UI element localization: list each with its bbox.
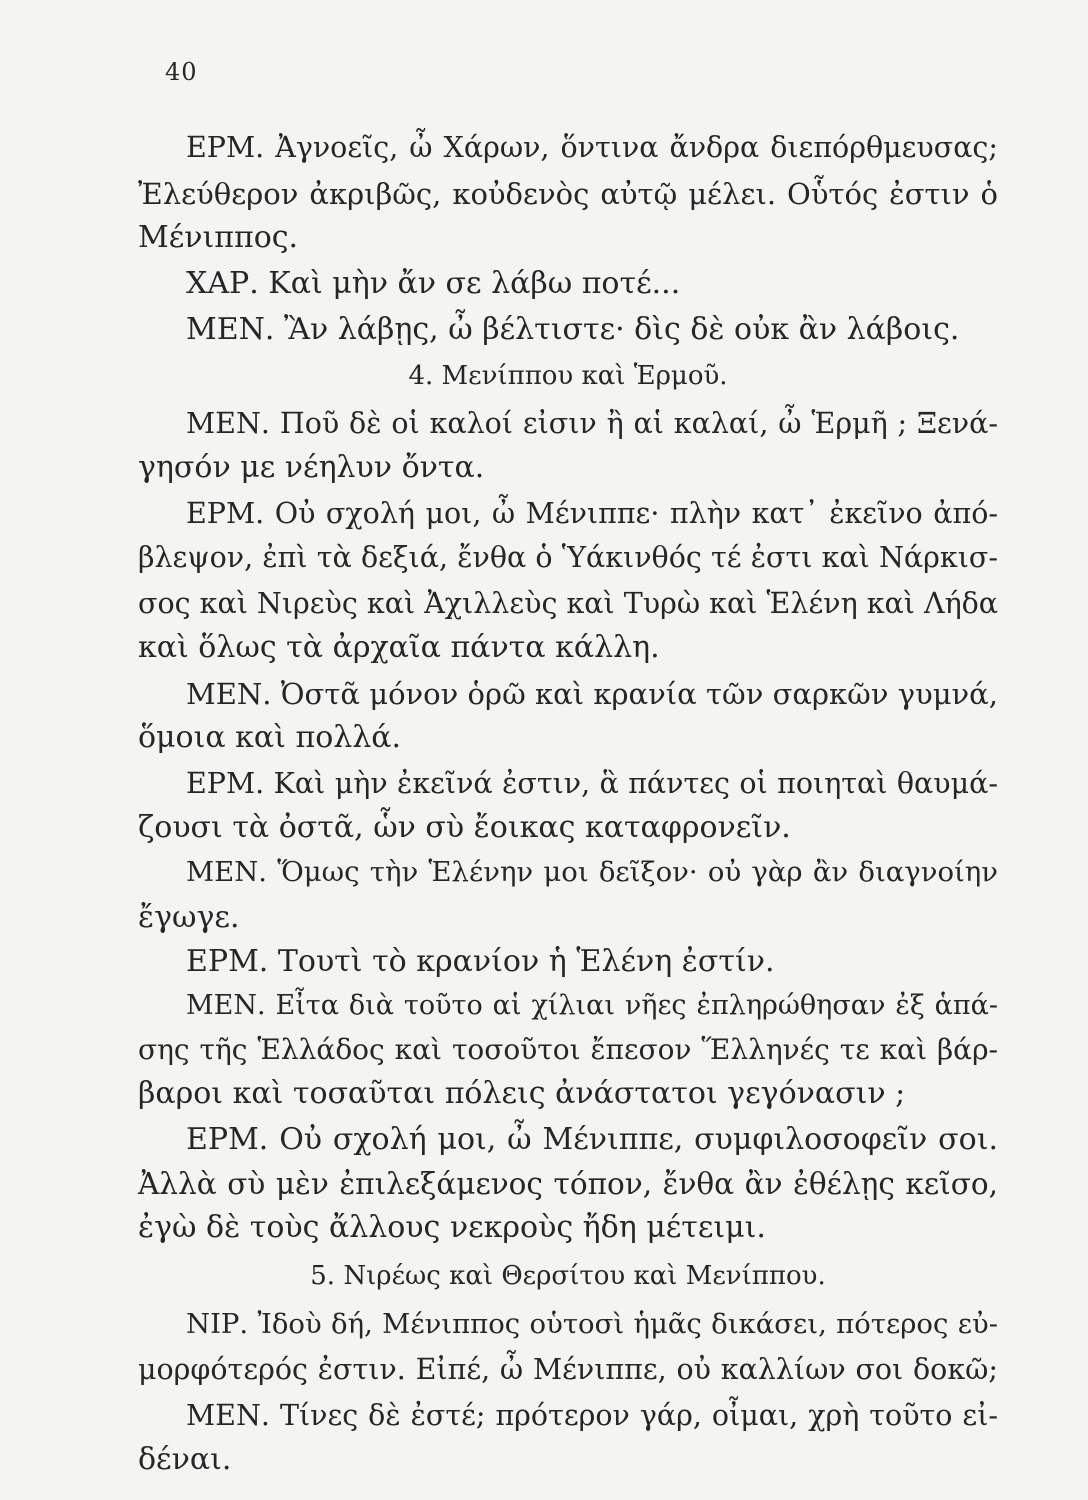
text-line: βλεψον, ἐπὶ τὰ δεξιά, ἔνθα ὁ Ὑάκινθός τέ ἐστι καὶ Νάρκισ- — [138, 541, 998, 574]
text-line: ὅμοια καὶ πολλά. — [138, 720, 402, 755]
section-heading: 4. Μενίππου καὶ Ἑρμοῦ. — [408, 361, 728, 391]
text-line: καὶ ὅλως τὰ ἀρχαῖα πάντα κάλλη. — [138, 630, 660, 665]
text-line: ΜΕΝ. Ποῦ δὲ οἱ καλοί εἰσιν ἢ αἱ καλαί, ὦ Ἑρμῆ ; Ξενά- — [186, 407, 998, 440]
text-line: ἐγὼ δὲ τοὺς ἄλλους νεκροὺς ἤδη μέτειμι. — [138, 1210, 766, 1245]
text-line: ζουσι τὰ ὀστᾶ, ὧν σὺ ἔοικας καταφρονεῖν. — [138, 810, 791, 845]
text-line: ΝΙΡ. Ἰδοὺ δή, Μένιππος οὑτοσὶ ἡμᾶς δικάσει, πότερος εὐ- — [186, 1308, 998, 1340]
text-line: Ἀλλὰ σὺ μὲν ἐπιλεξάμενος τόπον, ἔνθα ἂν ἐθέλῃς κεῖσο, — [138, 1167, 998, 1201]
text-line: γησόν με νέηλυν ὄντα. — [138, 450, 485, 485]
text-line: ΕΡΜ. Ἀγνοεῖς, ὦ Χάρων, ὅντινα ἄνδρα διεπόρθμευσας; — [186, 131, 998, 164]
page-number: 40 — [165, 58, 198, 86]
text-line: ΧΑΡ. Καὶ μὴν ἄν σε λάβω ποτέ... — [186, 266, 681, 301]
text-line: ΕΡΜ. Καὶ μὴν ἐκεῖνά ἐστιν, ἃ πάντες οἱ ποιηταὶ θαυμά- — [186, 767, 998, 800]
text-line: σος καὶ Νιρεὺς καὶ Ἀχιλλεὺς καὶ Τυρὼ καὶ Ἑλένη καὶ Λήδα — [138, 587, 999, 620]
section-heading: 5. Νιρέως καὶ Θερσίτου καὶ Μενίππου. — [310, 1261, 826, 1291]
text-line: ΜΕΝ. Ἂν λάβῃς, ὦ βέλτιστε· δὶς δὲ οὐκ ἂν λάβοις. — [186, 312, 960, 347]
text-line: Μένιππος. — [138, 220, 299, 255]
text-line: ΕΡΜ. Οὐ σχολή μοι, ὦ Μένιππε, συμφιλοσοφεῖν σοι. — [186, 1122, 998, 1157]
text-line: ΕΡΜ. Οὐ σχολή μοι, ὦ Μένιππε· πλὴν κατ᾽ ἐκεῖνο ἀπό- — [186, 497, 998, 530]
text-line: ΜΕΝ. Ὀστᾶ μόνον ὁρῶ καὶ κρανία τῶν σαρκῶν γυμνά, — [186, 677, 998, 711]
text-line: ΜΕΝ. Εἶτα διὰ τοῦτο αἱ χίλιαι νῆες ἐπληρώθησαν ἐξ ἁπά- — [186, 990, 998, 1021]
text-line: ἔγωγε. — [138, 900, 240, 935]
text-line: μορφότερός ἐστιν. Εἰπέ, ὦ Μένιππε, οὐ καλλίων σοι δοκῶ; — [138, 1353, 998, 1386]
text-line: βαροι καὶ τοσαῦται πόλεις ἀνάστατοι γεγόνασιν ; — [138, 1076, 906, 1111]
text-line: σης τῆς Ἑλλάδος καὶ τοσοῦτοι ἔπεσον Ἕλληνές τε καὶ βάρ- — [138, 1033, 998, 1066]
text-line: ΕΡΜ. Τουτὶ τὸ κρανίον ἡ Ἑλένη ἐστίν. — [186, 944, 775, 979]
text-line: δέναι. — [138, 1442, 232, 1477]
text-line: Ἐλεύθερον ἀκριβῶς, κοὐδενὸς αὐτῷ μέλει. Οὗτός ἐστιν ὁ — [138, 177, 998, 211]
text-line: ΜΕΝ. Τίνες δὲ ἐστέ; πρότερον γάρ, οἶμαι, χρὴ τοῦτο εἰ- — [186, 1399, 998, 1432]
text-line: ΜΕΝ. Ὅμως τὴν Ἑλένην μοι δεῖξον· οὐ γὰρ ἂν διαγνοίην — [186, 856, 998, 888]
